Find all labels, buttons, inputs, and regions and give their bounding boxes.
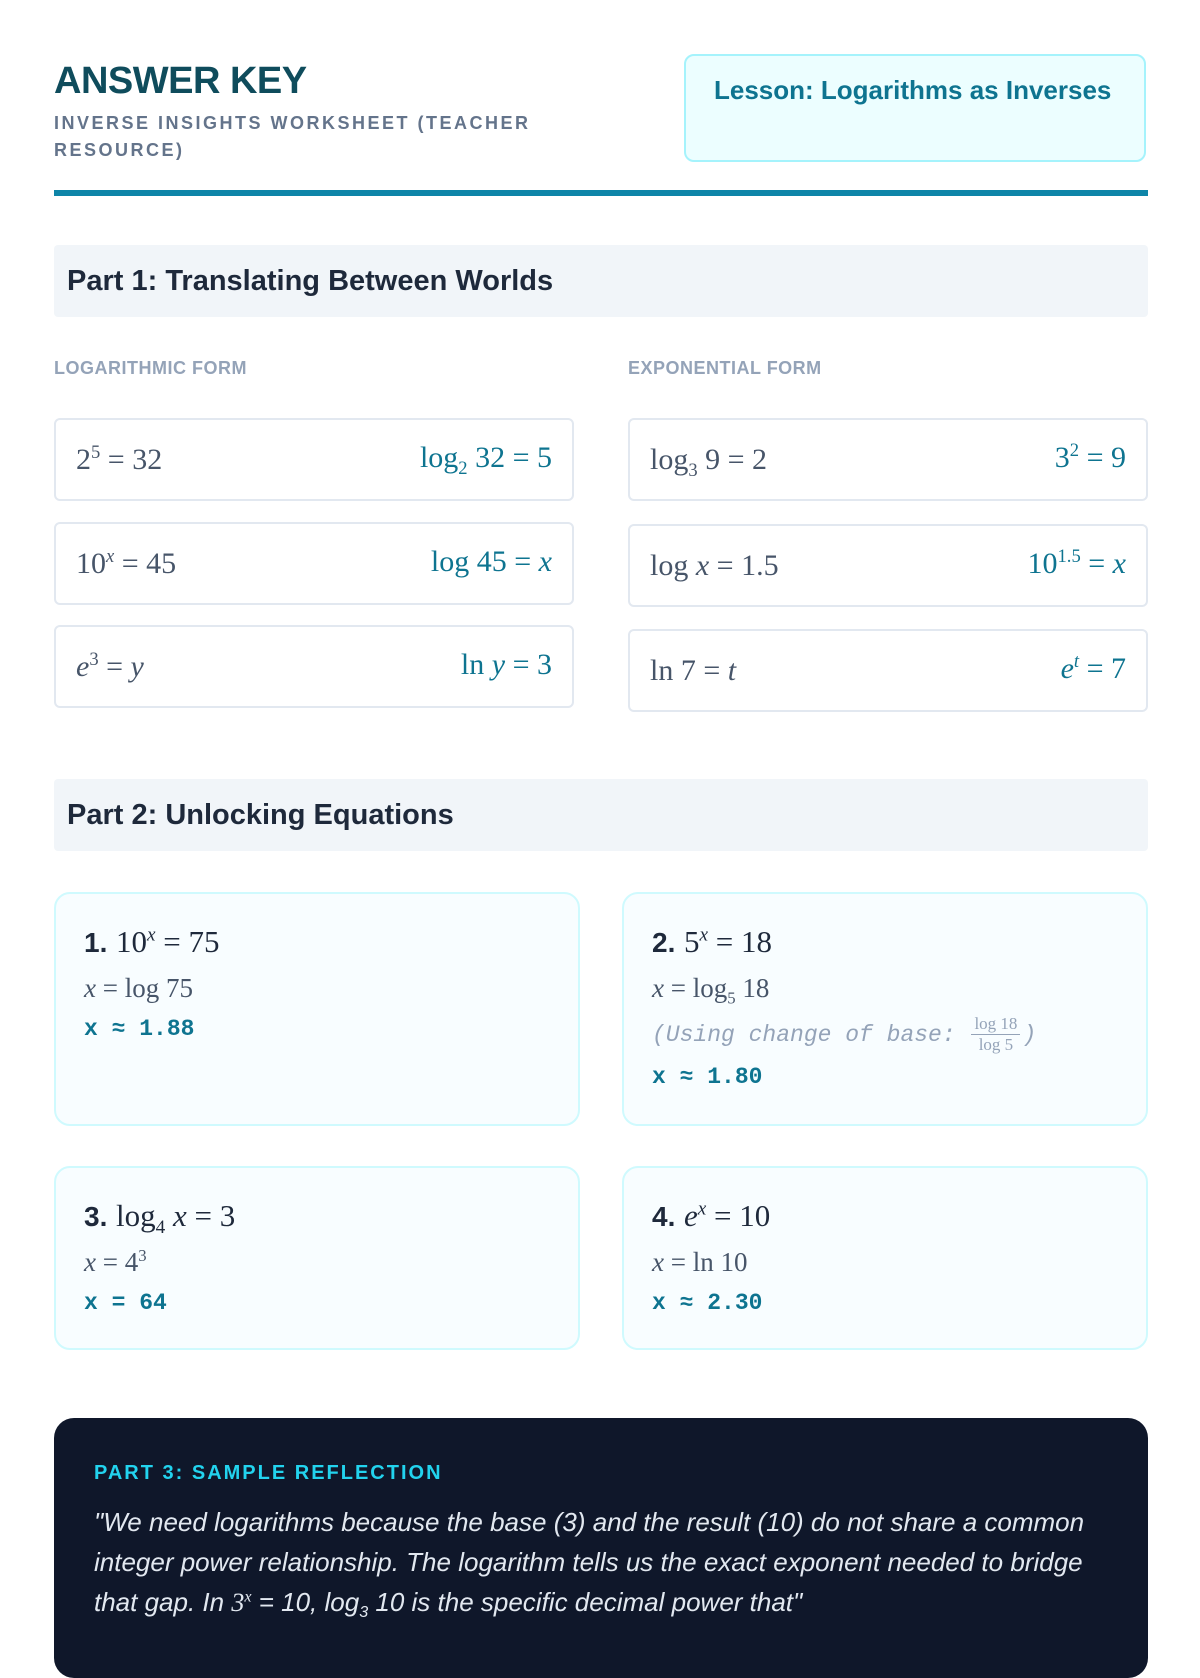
- logarithmic-answer: $\log_2 32 = 5$: [419, 441, 552, 479]
- translation-row: [628, 524, 1148, 607]
- translation-row: [628, 418, 1148, 501]
- problem-card: [54, 892, 580, 1126]
- reflection-title: PART 3: SAMPLE REFLECTION: [94, 1462, 443, 1484]
- problem-card: [622, 892, 1148, 1126]
- problem-equation: 3. $\log_4 x = 3$: [84, 1198, 236, 1239]
- problem-card: [54, 1166, 580, 1350]
- solution-step: $x = 4^3$: [84, 1246, 147, 1277]
- problem-equation: 4. $e^x = 10$: [652, 1198, 771, 1233]
- final-answer: x ≈ 2.30: [652, 1290, 763, 1316]
- exponential-given: $2^5 = 32$: [76, 442, 163, 476]
- header: [54, 58, 1148, 198]
- col-label-exponential: EXPONENTIAL FORM: [628, 358, 822, 378]
- exponential-answer: $3^2 = 9$: [1054, 440, 1126, 474]
- exponential-answer: $10^{1.5} = x$: [1027, 546, 1126, 580]
- part1-title: Part 1: Translating Between Worlds: [54, 245, 1148, 317]
- final-answer: x = 64: [84, 1290, 167, 1316]
- final-answer: x ≈ 1.88: [84, 1016, 195, 1042]
- translation-row: [54, 418, 574, 501]
- problem-equation: 2. $5^x = 18$: [652, 924, 772, 959]
- page-title: ANSWER KEY: [54, 60, 307, 102]
- exponential-answer: $e^t = 7$: [1060, 651, 1126, 685]
- page-subtitle: INVERSE INSIGHTS WORKSHEET (TEACHER RESOURCE): [54, 113, 531, 160]
- col-label-logarithmic: LOGARITHMIC FORM: [54, 358, 247, 378]
- solution-step: $x = \log_5 18$: [652, 973, 770, 1008]
- translation-row: [54, 625, 574, 708]
- solution-step: x = ln 10: [652, 1247, 748, 1277]
- exponential-given: $10^x = 45$: [76, 546, 177, 580]
- logarithmic-answer: log 45 = x: [430, 545, 552, 578]
- solution-step: x = log 75: [84, 973, 193, 1003]
- final-answer: x ≈ 1.80: [652, 1064, 763, 1090]
- lesson-badge: Lesson: Logarithms as Inverses: [684, 54, 1146, 162]
- logarithmic-answer: ln y = 3: [460, 648, 552, 681]
- logarithmic-given: ln 7 = t: [650, 654, 737, 687]
- problem-card: [622, 1166, 1148, 1350]
- header-divider: [54, 190, 1148, 196]
- logarithmic-given: log x = 1.5: [650, 549, 779, 582]
- exponential-given: $e^3 = y$: [76, 649, 144, 683]
- translation-row: [628, 629, 1148, 712]
- reflection-text: "We need logarithms because the base (3) and the result (10) do not share a common integer power relationship. The logarithm tells us the exact exponent needed to bridge that gap. In $3^x = 10$, $\log_3 10$ is the specific decimal power that": [94, 1507, 1085, 1622]
- part2-title: Part 2: Unlocking Equations: [54, 779, 1148, 851]
- translation-row: [54, 522, 574, 605]
- reflection-panel: [54, 1418, 1148, 1678]
- change-of-base-fraction: $\frac{\log 18}{\log 5}$: [971, 1014, 1020, 1055]
- logarithmic-given: $\log_3 9 = 2$: [650, 443, 768, 481]
- problem-equation: 1. $10^x = 75$: [84, 924, 220, 959]
- change-of-base-note: (Using change of base: $\frac{\log 18}{\log 5}$ ): [652, 1014, 1037, 1055]
